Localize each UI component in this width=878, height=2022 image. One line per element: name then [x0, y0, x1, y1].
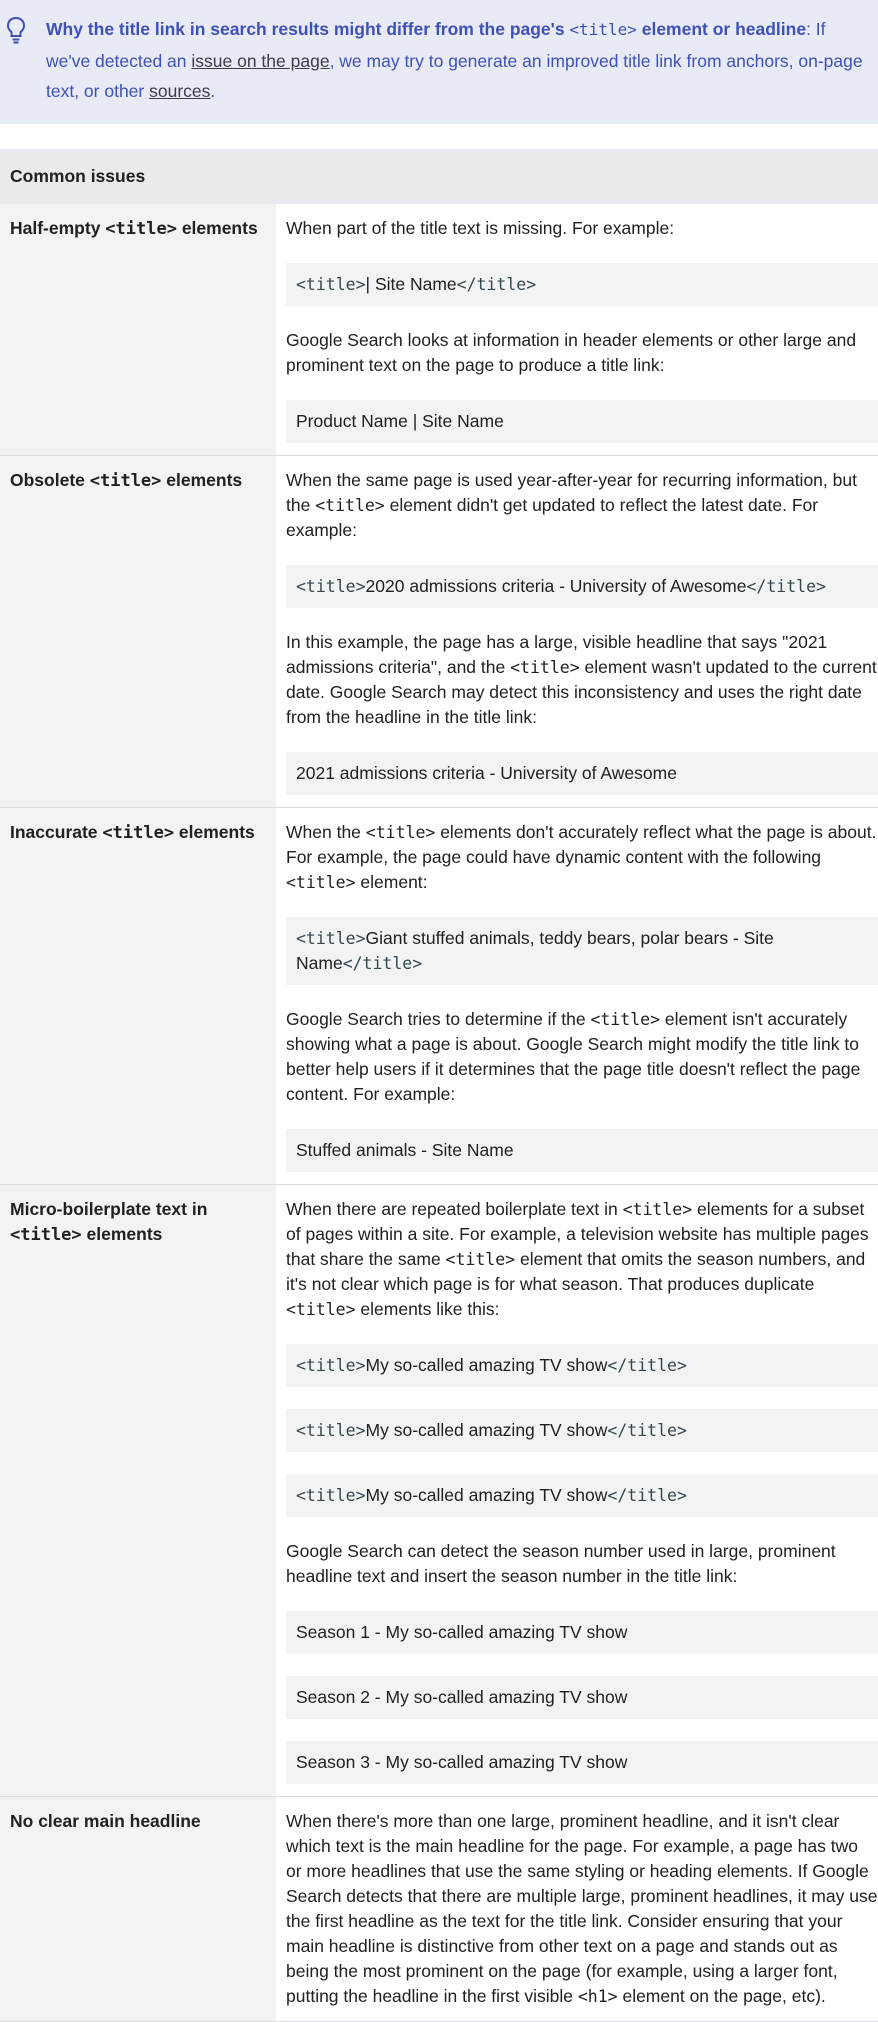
issue-description — [276, 456, 878, 808]
description-text: When the <title> elements don't accurately reflect what the page is about. For example, the page could have dynamic content with the following <title> element: — [286, 822, 877, 892]
title-link-example: Season 3 - My so-called amazing TV show — [286, 1741, 878, 1784]
table-row — [0, 1797, 878, 2022]
code-example: <title>2020 admissions criteria - University of Awesome</title> — [286, 565, 878, 608]
table-header: Common issues — [0, 149, 878, 204]
issue-name: No clear main headline — [0, 1797, 276, 2022]
callout-heading: Why the title link in search results might differ from the page's <title> element or headline — [46, 19, 807, 39]
issue-description — [276, 808, 878, 1185]
description-text: When the same page is used year-after-year for recurring information, but the <title> element didn't get updated to reflect the latest date. For example: — [286, 470, 857, 540]
issue-description — [276, 1185, 878, 1797]
info-callout: Why the title link in search results might differ from the page's <title> element or headline: If we've detected an issue on the page, we may try to generate an improved title link from anchors, on-page text, or other sources. — [0, 0, 878, 124]
issue-name: Inaccurate <title> elements — [0, 808, 276, 1185]
issue-on-page-link[interactable]: issue on the page — [191, 50, 330, 71]
issue-name: Half-empty <title> elements — [0, 204, 276, 456]
code-example: <title>Giant stuffed animals, teddy bears, polar bears - Site Name</title> — [286, 917, 878, 985]
description-text: When part of the title text is missing. For example: — [286, 218, 675, 238]
description-text: When there are repeated boilerplate text in <title> elements for a subset of pages within a site. For example, a television website has multiple pages that share the same <title> element that omits the season numbers, and it's not clear which page is for what season. That produces duplicate <title> elements like this: — [286, 1199, 869, 1319]
issue-name: Obsolete <title> elements — [0, 456, 276, 808]
description-text: Google Search looks at information in header elements or other large and prominent text on the page to produce a title link: — [286, 330, 857, 375]
callout-text: : If we've detected an — [46, 19, 826, 71]
issue-description — [276, 204, 878, 456]
title-link-example: Season 2 - My so-called amazing TV show — [286, 1676, 878, 1719]
code-example: <title>My so-called amazing TV show</title> — [286, 1344, 878, 1387]
table-row — [0, 456, 878, 808]
title-link-example: 2021 admissions criteria - University of Awesome — [286, 752, 878, 795]
description-text: When there's more than one large, prominent headline, and it isn't clear which text is the main headline for the page. For example, a page has two or more headlines that use the same styling or heading elements. If Google Search detects that there are multiple large, prominent headlines, it may use the first headline as the text for the title link. Consider ensuring that your main headline is distinctive from other text on a page and stands out as being the most prominent on the page (for example, using a larger font, putting the headline in the first visible <h1> element on the page, etc). — [286, 1811, 878, 2006]
code-example: <title>My so-called amazing TV show</title> — [286, 1409, 878, 1452]
issue-description — [276, 1797, 878, 2022]
issue-name: Micro-boilerplate text in <title> elements — [0, 1185, 276, 1797]
title-link-example: Season 1 - My so-called amazing TV show — [286, 1611, 878, 1654]
table-row — [0, 1185, 878, 1797]
title-link-example: Stuffed animals - Site Name — [286, 1129, 878, 1172]
common-issues-table — [0, 149, 878, 2022]
table-row — [0, 204, 878, 456]
description-text: Google Search tries to determine if the <title> element isn't accurately showing what a page is about. Google Search might modify the title link to better help users if it determines that the page title doesn't reflect the page content. For example: — [286, 1009, 861, 1104]
title-link-example: Product Name | Site Name — [286, 400, 878, 443]
description-text: Google Search can detect the season number used in large, prominent headline text and insert the season number in the title link: — [286, 1541, 836, 1586]
table-row — [0, 808, 878, 1185]
code-example: <title>| Site Name</title> — [286, 263, 878, 306]
lightbulb-icon — [6, 16, 26, 44]
code-example: <title>My so-called amazing TV show</title> — [286, 1474, 878, 1517]
sources-link[interactable]: sources — [149, 81, 211, 101]
description-text: In this example, the page has a large, visible headline that says "2021 admissions criteria", and the <title> element wasn't updated to the current date. Google Search may detect this inconsistency and uses the right date from the headline in the title link: — [286, 632, 877, 727]
